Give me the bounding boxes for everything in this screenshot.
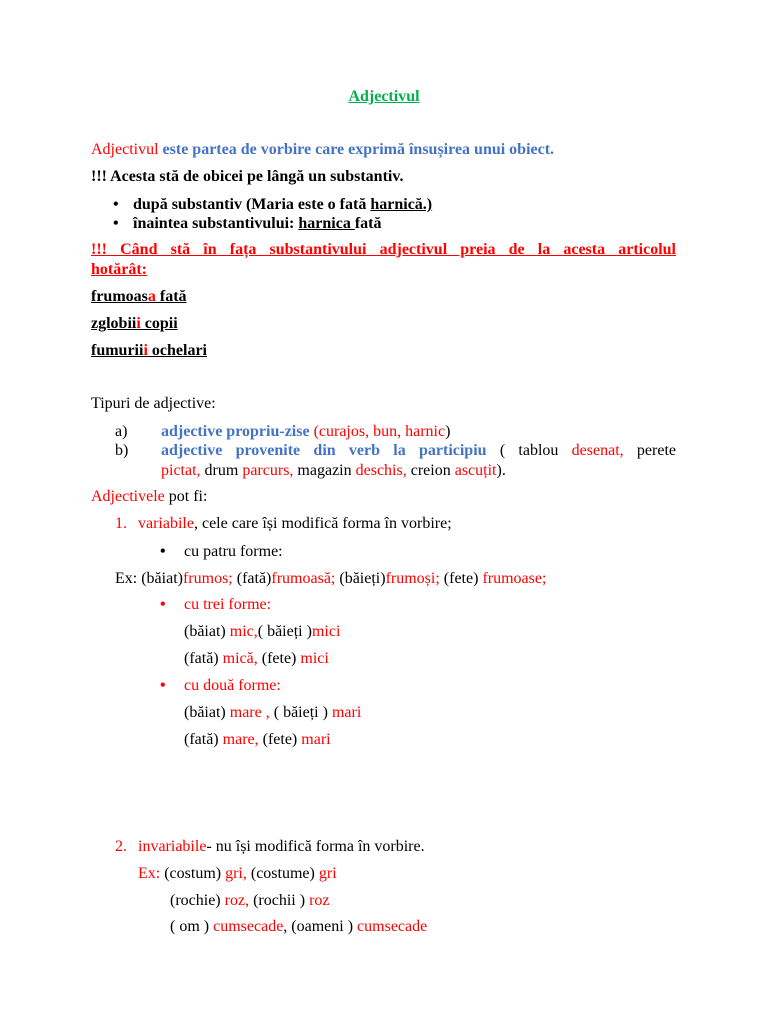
- bullet-icon: •: [113, 196, 119, 213]
- ex-text: , (oameni ): [283, 918, 358, 935]
- example-word: [91, 342, 207, 360]
- ex-form: roz: [309, 892, 330, 909]
- ex-text: (rochie): [170, 892, 225, 909]
- ex-text: (fete): [257, 650, 301, 667]
- type-b-line1: [161, 442, 676, 460]
- definition-term: Adjectivul: [91, 141, 159, 158]
- type-b-name: adjective provenite din verb la participiu: [161, 442, 487, 459]
- example-stem: zglobii: [91, 315, 137, 332]
- type-a-marker: a): [115, 423, 128, 440]
- ex-form: mică,: [222, 650, 258, 667]
- example-word: [91, 315, 178, 333]
- ex-text: (băiat): [184, 704, 230, 721]
- invariabile-example: [170, 918, 427, 936]
- type-b-example: pictat,: [161, 462, 201, 479]
- ex-text: ( băieți ): [257, 623, 312, 640]
- ex-text: (fete): [258, 731, 302, 748]
- can-be-term: Adjectivele: [91, 488, 165, 505]
- four-forms-label: [160, 543, 283, 561]
- type-b-example: desenat,: [571, 442, 624, 459]
- invariabile-line: [138, 838, 425, 856]
- invariabile-term: invariabile: [138, 838, 207, 855]
- type-b-line2: [161, 462, 506, 480]
- example-noun: fată: [155, 288, 187, 305]
- ex-form: mic,: [229, 623, 258, 640]
- variabile-number: 1.: [115, 515, 127, 532]
- variabile-term: variabile: [138, 515, 194, 532]
- type-b-example: ascuțit: [454, 462, 497, 479]
- variabile-line: [138, 515, 452, 533]
- ex-form: gri: [318, 865, 337, 882]
- four-forms-example: [115, 570, 546, 588]
- ex-text: ( om ): [170, 918, 214, 935]
- ex-form: frumoasă;: [271, 570, 336, 587]
- can-be-line: [91, 488, 207, 506]
- ex-form: gri,: [225, 865, 247, 882]
- three-forms-label: [160, 596, 271, 614]
- ex-label: Ex:: [138, 865, 161, 882]
- example-article: a: [147, 288, 156, 305]
- ex-text: (fată): [184, 731, 223, 748]
- position-text: după substantiv (Maria este o fată: [133, 196, 371, 213]
- ex-text: (costume): [246, 865, 319, 882]
- example-stem: frumoas: [91, 288, 148, 305]
- two-forms-label: [160, 677, 281, 695]
- four-forms-text: cu patru forme:: [184, 543, 283, 560]
- type-a-examples: (curajos, bun, harnic: [313, 423, 446, 440]
- example-stem: fumurii: [91, 342, 144, 359]
- ex-text: (rochii ): [249, 892, 310, 909]
- bullet-icon: •: [160, 677, 166, 694]
- type-b-example: deschis,: [355, 462, 407, 479]
- ex-text: ( băieți ): [269, 704, 332, 721]
- position-emphasis: harnica: [298, 215, 355, 232]
- ex-form: mare ,: [229, 704, 270, 721]
- type-b-text: perete: [623, 442, 676, 459]
- three-forms-text: cu trei forme:: [184, 596, 272, 613]
- page-title: Adjectivul: [348, 88, 420, 105]
- type-b-text: creion: [406, 462, 455, 479]
- example-article: i: [136, 315, 141, 332]
- ex-text: Ex: (băiat): [115, 570, 183, 587]
- ex-form: frumoși;: [385, 570, 440, 587]
- ex-form: mari: [331, 704, 362, 721]
- type-a-name: adjective propriu-zise: [161, 423, 310, 440]
- bullet-icon: •: [160, 596, 166, 613]
- position-item: [113, 196, 432, 214]
- can-be-text: pot fi:: [164, 488, 208, 505]
- note-article-line1: !!! Când stă în fața substantivului adjectivul preia de la acesta articolul: [91, 241, 676, 258]
- three-forms-line: [184, 650, 329, 668]
- definition-line: [91, 141, 554, 159]
- invariabile-number: 2.: [115, 838, 127, 855]
- ex-form: frumos;: [182, 570, 233, 587]
- invariabile-example: [138, 865, 337, 883]
- two-forms-line: [184, 731, 331, 749]
- type-a: [161, 423, 450, 441]
- ex-form: frumoase;: [482, 570, 547, 587]
- ex-form: roz,: [224, 892, 250, 909]
- type-b-text: ( tablou: [486, 442, 572, 459]
- ex-form: mari: [301, 731, 331, 748]
- ex-text: (fată): [184, 650, 223, 667]
- type-b-text: ).: [496, 462, 506, 479]
- types-heading: Tipuri de adjective:: [91, 395, 216, 412]
- bullet-icon: •: [113, 215, 119, 232]
- bullet-icon: •: [160, 543, 166, 560]
- example-article: i: [143, 342, 148, 359]
- ex-text: (băieți): [335, 570, 386, 587]
- position-text: înaintea substantivului:: [133, 215, 299, 232]
- position-after: fată: [354, 215, 382, 232]
- invariabile-example: [170, 892, 330, 910]
- ex-text: (fată): [232, 570, 272, 587]
- ex-form: mare,: [222, 731, 259, 748]
- three-forms-line: [184, 623, 340, 641]
- example-noun: ochelari: [147, 342, 207, 359]
- type-b-text: drum: [200, 462, 243, 479]
- invariabile-text: - nu își modifică forma în vorbire.: [206, 838, 425, 855]
- type-b-marker: b): [115, 442, 129, 459]
- two-forms-text: cu două forme:: [184, 677, 281, 694]
- ex-form: cumsecade: [357, 918, 428, 935]
- type-b-text: magazin: [293, 462, 356, 479]
- ex-form: cumsecade: [213, 918, 284, 935]
- definition-text: este partea de vorbire care exprimă însușirea unui obiect.: [162, 141, 555, 158]
- ex-form: mici: [311, 623, 341, 640]
- position-item: [113, 215, 382, 233]
- type-b-example: parcurs,: [242, 462, 294, 479]
- example-word: [91, 288, 187, 306]
- variabile-text: , cele care își modifică forma în vorbire;: [193, 515, 452, 532]
- example-noun: copii: [140, 315, 178, 332]
- two-forms-line: [184, 704, 361, 722]
- note-placement: !!! Acesta stă de obicei pe lângă un substantiv.: [91, 168, 404, 185]
- ex-text: (costum): [160, 865, 226, 882]
- ex-text: (băiat): [184, 623, 230, 640]
- note-article-line2: hotărât:: [91, 261, 147, 278]
- position-emphasis: harnică.): [370, 196, 433, 213]
- ex-form: mici: [300, 650, 329, 667]
- type-a-close: ): [445, 423, 451, 440]
- ex-text: (fete): [439, 570, 483, 587]
